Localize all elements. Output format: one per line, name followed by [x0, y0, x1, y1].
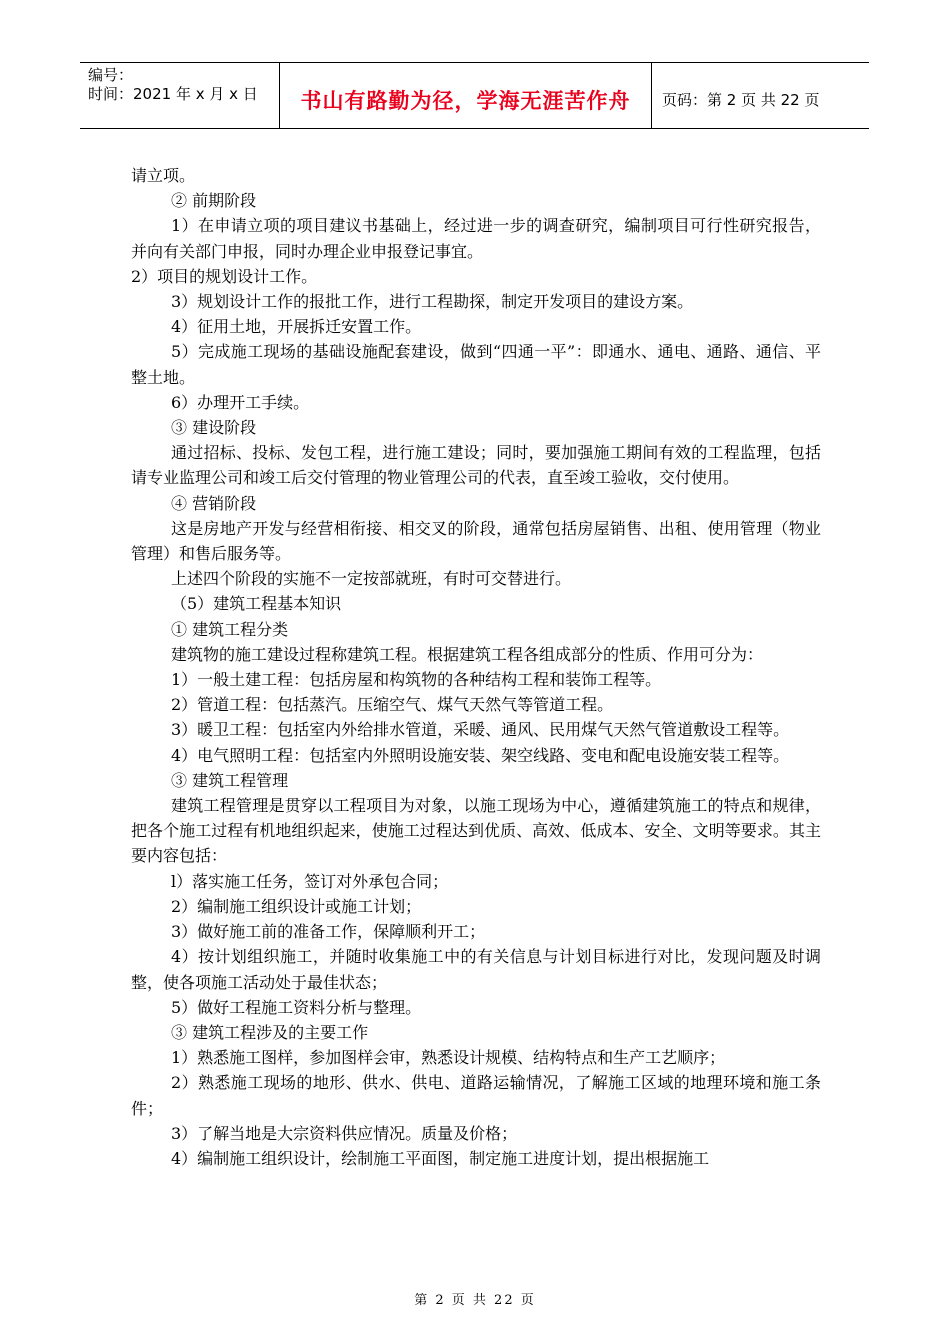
paragraph: 上述四个阶段的实施不一定按部就班，有时可交替进行。: [171, 569, 572, 589]
paragraph: 2）熟悉施工现场的地形、供水、供电、道路运输情况，了解施工区域的地理环境和施工条件；: [131, 1073, 821, 1118]
section-heading: ③ 建筑工程管理: [171, 770, 289, 790]
paragraph: 3）暖卫工程：包括室内外给排水管道，采暖、通风、民用煤气天然气管道敷设工程等。: [171, 720, 790, 740]
paragraph: 5）完成施工现场的基础设施配套建设，做到“四通一平”：即通水、通电、通路、通信、平整土地。: [131, 342, 821, 387]
paragraph: 3）做好施工前的准备工作，保障顺利开工；: [171, 922, 486, 942]
section-heading: ④ 营销阶段: [171, 493, 257, 513]
paragraph: 2）项目的规划设计工作。: [131, 266, 318, 286]
page-footer: 第 2 页 共 22 页: [414, 1293, 536, 1308]
header-page-info: 页码：第 2 页 共 22 页: [662, 91, 820, 109]
paragraph: 建筑工程管理是贯穿以工程项目为对象，以施工现场为中心，遵循建筑施工的特点和规律，把各个施工过程有机地组织起来，使施工过程达到优质、高效、低成本、安全、文明等要求。其主要内容包括：: [131, 796, 821, 866]
header-motto: 书山有路勤为径，学海无涯苦作舟: [300, 89, 631, 113]
paragraph: 建筑物的施工建设过程称建筑工程。根据建筑工程各组成部分的性质、作用可分为：: [171, 644, 764, 664]
paragraph: 2）编制施工组织设计或施工计划；: [171, 896, 422, 916]
document-date: 时间：2021 年 x 月 x 日: [88, 85, 258, 103]
document-number-label: 编号：: [88, 66, 134, 84]
document-body: [131, 163, 821, 1171]
section-heading: ① 建筑工程分类: [171, 619, 289, 639]
section-heading: ③ 建设阶段: [171, 418, 257, 438]
paragraph: 2）管道工程：包括蒸汽。压缩空气、煤气天然气等管道工程。: [171, 695, 614, 715]
header-page-cell: [652, 63, 869, 128]
paragraph: 3）了解当地是大宗资料供应情况。质量及价格；: [171, 1123, 518, 1143]
paragraph: 4）电气照明工程：包括室内外照明设施安装、架空线路、变电和配电设施安装工程等。: [171, 745, 790, 765]
paragraph: 6）办理开工手续。: [171, 392, 310, 412]
paragraph: l）落实施工任务，签订对外承包合同；: [171, 871, 449, 891]
paragraph: 3）规划设计工作的报批工作，进行工程勘探，制定开发项目的建设方案。: [171, 292, 694, 312]
paragraph: 通过招标、投标、发包工程，进行施工建设；同时，要加强施工期间有效的工程监理，包括请专业监理公司和竣工后交付管理的物业管理公司的代表，直至竣工验收，交付使用。: [131, 443, 821, 488]
paragraph: 4）编制施工组织设计，绘制施工平面图，制定施工进度计划，提出根据施工: [171, 1148, 710, 1168]
paragraph: 4）征用土地，开展拆迁安置工作。: [171, 317, 422, 337]
header-meta-cell: [80, 63, 280, 128]
paragraph: 1）在申请立项的项目建议书基础上，经过进一步的调查研究，编制项目可行性研究报告，并向有关部门申报，同时办理企业申报登记事宜。: [131, 216, 821, 261]
header-motto-cell: [280, 63, 652, 128]
paragraph: 1）熟悉施工图样，参加图样会审，熟悉设计规模、结构特点和生产工艺顺序；: [171, 1048, 726, 1068]
paragraph: 4）按计划组织施工，并随时收集施工中的有关信息与计划目标进行对比，发现问题及时调整，使各项施工活动处于最佳状态；: [131, 947, 821, 992]
section-heading: （5）建筑工程基本知识: [171, 594, 342, 614]
paragraph: 请立项。: [131, 166, 196, 185]
header-table: [80, 62, 869, 129]
section-heading: ③ 建筑工程涉及的主要工作: [171, 1022, 369, 1042]
section-heading: ② 前期阶段: [171, 191, 257, 211]
paragraph: 1）一般土建工程：包括房屋和构筑物的各种结构工程和装饰工程等。: [171, 670, 662, 690]
paragraph: 这是房地产开发与经营相衔接、相交叉的阶段，通常包括房屋销售、出租、使用管理（物业管理）和售后服务等。: [131, 518, 821, 564]
paragraph: 5）做好工程施工资料分析与整理。: [171, 997, 422, 1017]
